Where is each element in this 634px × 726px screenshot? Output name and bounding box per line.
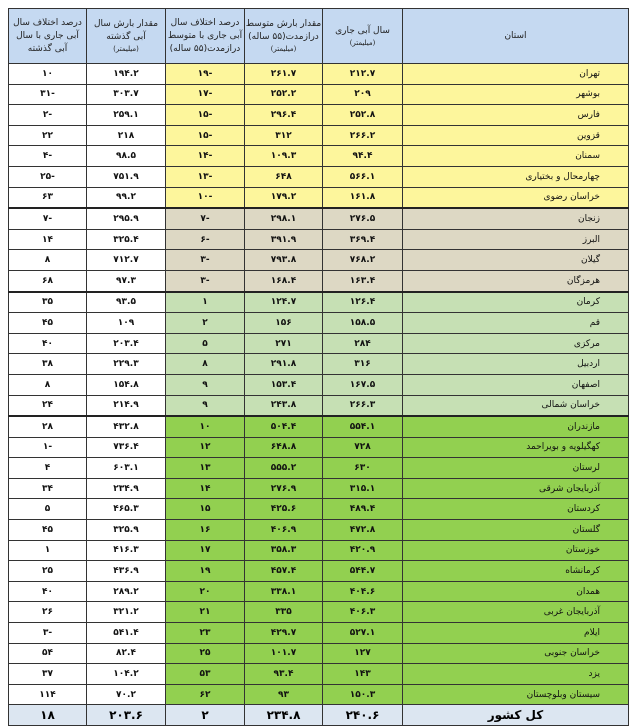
prev-year-cell: ۳۲۵.۹ — [87, 520, 166, 541]
pct-vs-avg-cell: -۳ — [166, 270, 245, 291]
pct-vs-prev-cell: -۲۵ — [9, 166, 87, 187]
table-row — [9, 602, 629, 623]
long-term-avg-cell: ۴۵۷.۴ — [245, 561, 323, 582]
current-year-cell: ۱۵۸.۵ — [323, 313, 403, 334]
prev-year-cell: ۲۹۵.۹ — [87, 208, 166, 229]
pct-vs-avg-cell: -۱۵ — [166, 125, 245, 146]
header-row — [9, 9, 629, 64]
province-cell: هرمزگان — [403, 270, 629, 291]
prev-year-cell: ۱۰۹ — [87, 313, 166, 334]
prev-year-cell: ۷۳۶.۴ — [87, 437, 166, 458]
province-cell: مازندران — [403, 416, 629, 437]
province-cell: کرمانشاه — [403, 561, 629, 582]
province-cell: فارس — [403, 105, 629, 126]
current-year-cell: ۲۰۹ — [323, 84, 403, 105]
province-cell: چهارمحال و بختیاری — [403, 166, 629, 187]
pct-vs-prev-cell: ۱۱۴ — [9, 684, 87, 705]
prev-year-cell: ۹۹.۲ — [87, 187, 166, 208]
province-cell: البرز — [403, 229, 629, 250]
current-year-cell: ۱۵۰.۳ — [323, 684, 403, 705]
pct-vs-prev-cell: ۴ — [9, 458, 87, 479]
prev-year-cell: ۷۵۱.۹ — [87, 166, 166, 187]
pct-vs-avg-cell: ۵ — [166, 333, 245, 354]
current-year-cell: ۴۷۲.۸ — [323, 520, 403, 541]
long-term-avg-cell: ۴۲۵.۶ — [245, 499, 323, 520]
table-row — [9, 684, 629, 705]
total-avg: ۲۳۴.۸ — [245, 705, 323, 726]
long-term-avg-cell: ۹۳ — [245, 684, 323, 705]
long-term-avg-cell: ۱۵۶ — [245, 313, 323, 334]
pct-vs-prev-cell: -۴ — [9, 146, 87, 167]
long-term-avg-cell: ۲۵۲.۲ — [245, 84, 323, 105]
pct-vs-avg-cell: ۲ — [166, 313, 245, 334]
header-prev-year-label: مقدار بارش سال آبی گذشته — [93, 19, 159, 42]
long-term-avg-cell: ۱۰۹.۳ — [245, 146, 323, 167]
province-cell: تهران — [403, 64, 629, 85]
pct-vs-avg-cell: ۱۷ — [166, 540, 245, 561]
province-cell: خراسان شمالی — [403, 395, 629, 416]
province-cell: قم — [403, 313, 629, 334]
province-cell: خوزستان — [403, 540, 629, 561]
province-cell: اردبیل — [403, 354, 629, 375]
pct-vs-avg-cell: ۲۳ — [166, 623, 245, 644]
pct-vs-avg-cell: ۱ — [166, 292, 245, 313]
pct-vs-avg-cell: ۶۲ — [166, 684, 245, 705]
current-year-cell: ۲۶۶.۲ — [323, 125, 403, 146]
prev-year-cell: ۱۵۴.۸ — [87, 374, 166, 395]
current-year-cell: ۴۰۶.۳ — [323, 602, 403, 623]
table-row — [9, 64, 629, 85]
province-cell: خراسان رضوی — [403, 187, 629, 208]
total-current: ۲۴۰.۶ — [323, 705, 403, 726]
table-row — [9, 520, 629, 541]
province-cell: اصفهان — [403, 374, 629, 395]
header-pct-vs-prev — [9, 9, 87, 64]
pct-vs-prev-cell: ۲۶ — [9, 602, 87, 623]
province-cell: گلستان — [403, 520, 629, 541]
pct-vs-avg-cell: -۳ — [166, 250, 245, 271]
header-long-term-avg-unit: (میلیمتر) — [270, 45, 297, 53]
current-year-cell: ۹۴.۴ — [323, 146, 403, 167]
pct-vs-prev-cell: ۳۷ — [9, 664, 87, 685]
long-term-avg-cell: ۱۵۳.۴ — [245, 374, 323, 395]
header-prev-year-unit: (میلیمتر) — [113, 45, 139, 53]
header-province — [403, 9, 629, 64]
table-row — [9, 292, 629, 313]
prev-year-cell: ۵۴۱.۴ — [87, 623, 166, 644]
pct-vs-prev-cell: ۲۵ — [9, 561, 87, 582]
long-term-avg-cell: ۴۲۹.۷ — [245, 623, 323, 644]
pct-vs-prev-cell: -۷ — [9, 208, 87, 229]
pct-vs-avg-cell: ۲۱ — [166, 602, 245, 623]
prev-year-cell: ۲۱۴.۹ — [87, 395, 166, 416]
table-row — [9, 437, 629, 458]
table-row — [9, 146, 629, 167]
prev-year-cell: ۷۱۲.۷ — [87, 250, 166, 271]
long-term-avg-cell: ۱۲۴.۷ — [245, 292, 323, 313]
pct-vs-prev-cell: ۱۴ — [9, 229, 87, 250]
prev-year-cell: ۳۲۵.۴ — [87, 229, 166, 250]
table-row — [9, 229, 629, 250]
pct-vs-prev-cell: ۵ — [9, 499, 87, 520]
pct-vs-prev-cell: -۳ — [9, 623, 87, 644]
current-year-cell: ۷۶۸.۲ — [323, 250, 403, 271]
long-term-avg-cell: ۳۳۸.۱ — [245, 581, 323, 602]
pct-vs-prev-cell: ۴۵ — [9, 313, 87, 334]
province-cell: ایلام — [403, 623, 629, 644]
pct-vs-prev-cell: ۱۰ — [9, 64, 87, 85]
pct-vs-avg-cell: ۱۲ — [166, 437, 245, 458]
pct-vs-avg-cell: ۵۳ — [166, 664, 245, 685]
prev-year-cell: ۳۰۳.۷ — [87, 84, 166, 105]
table-row — [9, 333, 629, 354]
table-row — [9, 354, 629, 375]
table-row — [9, 395, 629, 416]
current-year-cell: ۳۱۶ — [323, 354, 403, 375]
pct-vs-prev-cell: ۲۴ — [9, 395, 87, 416]
header-province-label: استان — [504, 30, 527, 41]
long-term-avg-cell: ۲۴۳.۸ — [245, 395, 323, 416]
long-term-avg-cell: ۵۰۴.۴ — [245, 416, 323, 437]
current-year-cell: ۳۱۵.۱ — [323, 478, 403, 499]
current-year-cell: ۱۶۱.۸ — [323, 187, 403, 208]
long-term-avg-cell: ۳۳۵ — [245, 602, 323, 623]
long-term-avg-cell: ۴۰۶.۹ — [245, 520, 323, 541]
pct-vs-prev-cell: -۳۱ — [9, 84, 87, 105]
header-pct-vs-prev-label: درصد اختلاف سال آبی جاری با سال آبی گذشته — [13, 17, 82, 54]
table-row — [9, 313, 629, 334]
table-row — [9, 458, 629, 479]
long-term-avg-cell: ۲۷۱ — [245, 333, 323, 354]
table-row — [9, 166, 629, 187]
pct-vs-avg-cell: ۱۴ — [166, 478, 245, 499]
header-current-year-label: سال آبی جاری — [335, 25, 390, 36]
table-row — [9, 478, 629, 499]
long-term-avg-cell: ۶۴۸.۸ — [245, 437, 323, 458]
pct-vs-prev-cell: ۴۵ — [9, 520, 87, 541]
long-term-avg-cell: ۳۱۲ — [245, 125, 323, 146]
province-cell: کردستان — [403, 499, 629, 520]
pct-vs-prev-cell: ۶۸ — [9, 270, 87, 291]
pct-vs-avg-cell: ۲۰ — [166, 581, 245, 602]
current-year-cell: ۱۶۳.۴ — [323, 270, 403, 291]
current-year-cell: ۲۱۲.۷ — [323, 64, 403, 85]
prev-year-cell: ۴۶۵.۳ — [87, 499, 166, 520]
prev-year-cell: ۴۱۶.۳ — [87, 540, 166, 561]
province-cell: کرمان — [403, 292, 629, 313]
province-cell: آذربایجان غربی — [403, 602, 629, 623]
current-year-cell: ۷۲۸ — [323, 437, 403, 458]
table-row — [9, 643, 629, 664]
current-year-cell: ۵۴۴.۷ — [323, 561, 403, 582]
pct-vs-prev-cell: ۲۸ — [9, 416, 87, 437]
pct-vs-prev-cell: ۸ — [9, 250, 87, 271]
header-current-year-unit: (میلیمتر) — [349, 38, 376, 47]
table-row — [9, 499, 629, 520]
province-cell: مرکزی — [403, 333, 629, 354]
precipitation-table — [8, 8, 629, 726]
pct-vs-avg-cell: -۱۴ — [166, 146, 245, 167]
total-pct-avg: ۲ — [166, 705, 245, 726]
pct-vs-prev-cell: ۳۸ — [9, 354, 87, 375]
pct-vs-avg-cell: -۱۵ — [166, 105, 245, 126]
current-year-cell: ۳۶۹.۴ — [323, 229, 403, 250]
province-cell: یزد — [403, 664, 629, 685]
current-year-cell: ۲۸۴ — [323, 333, 403, 354]
table-row — [9, 561, 629, 582]
current-year-cell: ۴۲۰.۹ — [323, 540, 403, 561]
pct-vs-avg-cell: -۷ — [166, 208, 245, 229]
header-pct-vs-avg — [166, 9, 245, 64]
long-term-avg-cell: ۵۵۵.۲ — [245, 458, 323, 479]
pct-vs-prev-cell: ۳۴ — [9, 478, 87, 499]
current-year-cell: ۵۶۶.۱ — [323, 166, 403, 187]
table-row — [9, 270, 629, 291]
long-term-avg-cell: ۳۵۸.۳ — [245, 540, 323, 561]
pct-vs-avg-cell: -۶ — [166, 229, 245, 250]
pct-vs-avg-cell: ۸ — [166, 354, 245, 375]
table-row — [9, 540, 629, 561]
table-row — [9, 416, 629, 437]
current-year-cell: ۱۴۳ — [323, 664, 403, 685]
long-term-avg-cell: ۲۹۶.۴ — [245, 105, 323, 126]
current-year-cell: ۲۵۲.۸ — [323, 105, 403, 126]
long-term-avg-cell: ۱۰۱.۷ — [245, 643, 323, 664]
prev-year-cell: ۹۷.۳ — [87, 270, 166, 291]
current-year-cell: ۵۵۴.۱ — [323, 416, 403, 437]
header-pct-vs-avg-label: درصد اختلاف سال آبی جاری با متوسط درازمدت(۵۵ ساله) — [167, 17, 243, 54]
total-prev: ۲۰۳.۶ — [87, 705, 166, 726]
prev-year-cell: ۲۵۹.۱ — [87, 105, 166, 126]
pct-vs-prev-cell: ۴۰ — [9, 581, 87, 602]
pct-vs-prev-cell: ۸ — [9, 374, 87, 395]
long-term-avg-cell: ۱۷۹.۲ — [245, 187, 323, 208]
long-term-avg-cell: ۲۹۸.۱ — [245, 208, 323, 229]
prev-year-cell: ۹۸.۵ — [87, 146, 166, 167]
pct-vs-avg-cell: -۱۹ — [166, 64, 245, 85]
province-cell: لرستان — [403, 458, 629, 479]
table-row — [9, 581, 629, 602]
table-row — [9, 105, 629, 126]
pct-vs-avg-cell: ۱۹ — [166, 561, 245, 582]
prev-year-cell: ۸۲.۴ — [87, 643, 166, 664]
prev-year-cell: ۷۰.۲ — [87, 684, 166, 705]
province-cell: کهگیلویه و بویراحمد — [403, 437, 629, 458]
table-body — [9, 64, 629, 705]
province-cell: قزوین — [403, 125, 629, 146]
current-year-cell: ۱۶۷.۵ — [323, 374, 403, 395]
current-year-cell: ۴۰۴.۶ — [323, 581, 403, 602]
long-term-avg-cell: ۹۳.۴ — [245, 664, 323, 685]
province-cell: گیلان — [403, 250, 629, 271]
pct-vs-prev-cell: ۱ — [9, 540, 87, 561]
current-year-cell: ۲۷۶.۵ — [323, 208, 403, 229]
pct-vs-avg-cell: ۹ — [166, 395, 245, 416]
total-pct-prev: ۱۸ — [9, 705, 87, 726]
total-province: کل کشور — [403, 705, 629, 726]
prev-year-cell: ۴۳۶.۹ — [87, 561, 166, 582]
province-cell: سمنان — [403, 146, 629, 167]
pct-vs-prev-cell: ۳۵ — [9, 292, 87, 313]
pct-vs-avg-cell: ۱۰ — [166, 416, 245, 437]
header-current-year — [323, 9, 403, 64]
province-cell: آذربایجان شرقی — [403, 478, 629, 499]
prev-year-cell: ۲۰۳.۴ — [87, 333, 166, 354]
pct-vs-prev-cell: -۱ — [9, 437, 87, 458]
long-term-avg-cell: ۲۷۶.۹ — [245, 478, 323, 499]
long-term-avg-cell: ۷۹۳.۸ — [245, 250, 323, 271]
header-prev-year — [87, 9, 166, 64]
header-long-term-avg — [245, 9, 323, 64]
current-year-cell: ۱۲۶.۴ — [323, 292, 403, 313]
pct-vs-avg-cell: -۱۳ — [166, 166, 245, 187]
pct-vs-avg-cell: ۱۵ — [166, 499, 245, 520]
current-year-cell: ۶۳۰ — [323, 458, 403, 479]
long-term-avg-cell: ۶۴۸ — [245, 166, 323, 187]
prev-year-cell: ۱۹۴.۲ — [87, 64, 166, 85]
long-term-avg-cell: ۲۶۱.۷ — [245, 64, 323, 85]
header-long-term-avg-label: مقدار بارش متوسط درازمدت(۵۵ ساله) — [245, 19, 322, 42]
prev-year-cell: ۱۰۴.۲ — [87, 664, 166, 685]
prev-year-cell: ۲۸۹.۲ — [87, 581, 166, 602]
long-term-avg-cell: ۱۶۸.۴ — [245, 270, 323, 291]
pct-vs-prev-cell: ۵۴ — [9, 643, 87, 664]
pct-vs-avg-cell: ۲۵ — [166, 643, 245, 664]
pct-vs-avg-cell: ۹ — [166, 374, 245, 395]
prev-year-cell: ۳۲۱.۲ — [87, 602, 166, 623]
prev-year-cell: ۲۲۹.۳ — [87, 354, 166, 375]
current-year-cell: ۱۲۷ — [323, 643, 403, 664]
province-cell: همدان — [403, 581, 629, 602]
pct-vs-avg-cell: ۱۳ — [166, 458, 245, 479]
prev-year-cell: ۹۳.۵ — [87, 292, 166, 313]
total-row — [9, 705, 629, 726]
prev-year-cell: ۲۳۴.۹ — [87, 478, 166, 499]
province-cell: بوشهر — [403, 84, 629, 105]
pct-vs-prev-cell: ۲۲ — [9, 125, 87, 146]
table-row — [9, 664, 629, 685]
prev-year-cell: ۲۱۸ — [87, 125, 166, 146]
table-row — [9, 623, 629, 644]
pct-vs-prev-cell: -۲ — [9, 105, 87, 126]
province-cell: زنجان — [403, 208, 629, 229]
long-term-avg-cell: ۲۹۱.۸ — [245, 354, 323, 375]
table-row — [9, 84, 629, 105]
table-row — [9, 250, 629, 271]
table-row — [9, 125, 629, 146]
province-cell: سیستان وبلوچستان — [403, 684, 629, 705]
long-term-avg-cell: ۳۹۱.۹ — [245, 229, 323, 250]
province-cell: خراسان جنوبی — [403, 643, 629, 664]
pct-vs-avg-cell: -۱۰ — [166, 187, 245, 208]
pct-vs-avg-cell: -۱۷ — [166, 84, 245, 105]
prev-year-cell: ۶۰۳.۱ — [87, 458, 166, 479]
pct-vs-avg-cell: ۱۶ — [166, 520, 245, 541]
table-row — [9, 187, 629, 208]
prev-year-cell: ۴۳۲.۸ — [87, 416, 166, 437]
current-year-cell: ۵۲۷.۱ — [323, 623, 403, 644]
current-year-cell: ۲۶۶.۳ — [323, 395, 403, 416]
current-year-cell: ۴۸۹.۴ — [323, 499, 403, 520]
table-row — [9, 374, 629, 395]
table-row — [9, 208, 629, 229]
pct-vs-prev-cell: ۶۳ — [9, 187, 87, 208]
pct-vs-prev-cell: ۴۰ — [9, 333, 87, 354]
